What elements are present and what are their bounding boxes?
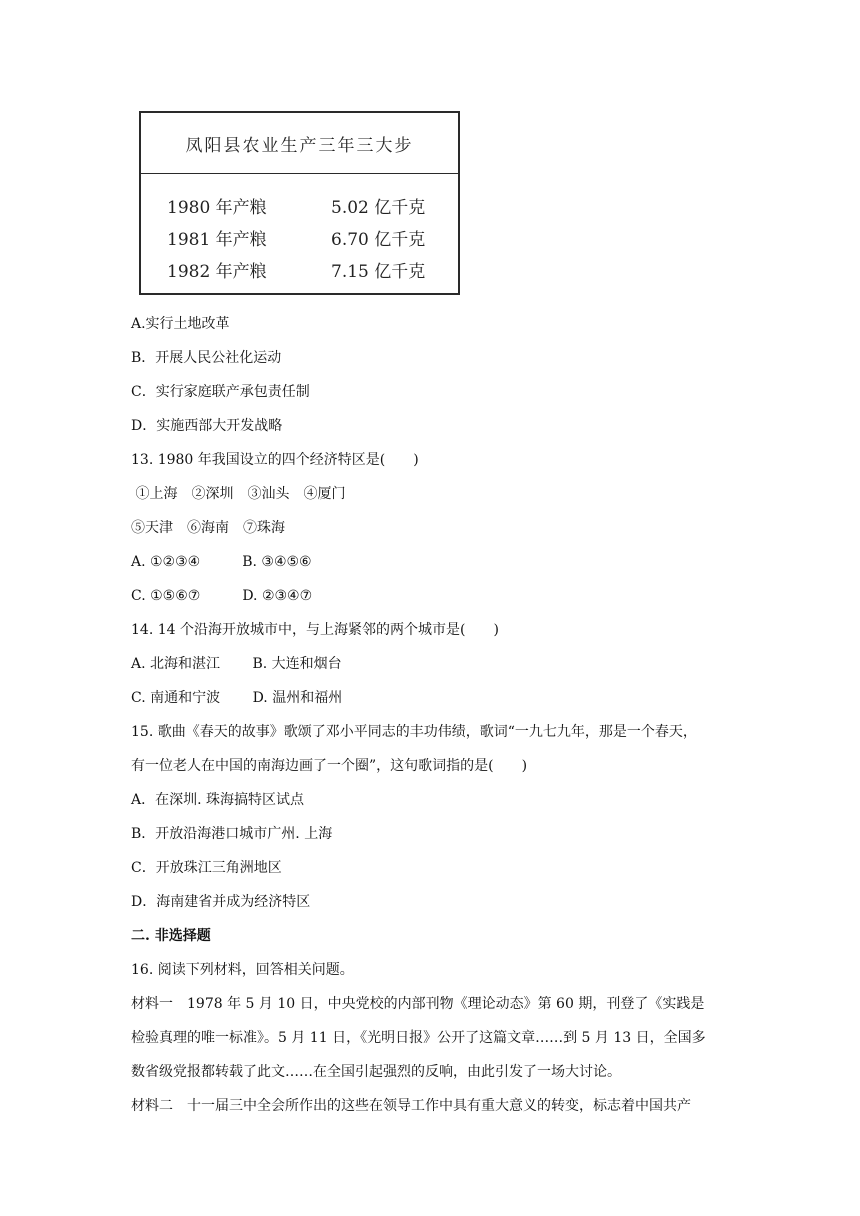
- question-15-option-c: C．开放珠江三角洲地区: [131, 860, 282, 876]
- question-16: 16. 阅读下列材料，回答相关问题。: [131, 962, 354, 978]
- question-15-option-b: B．开放沿海港口城市广州. 上海: [131, 826, 333, 842]
- figure-row-year: 1980 年产粮: [167, 198, 267, 218]
- option-d: D．实施西部大开发战略: [131, 418, 283, 434]
- option-b: B．开展人民公社化运动: [131, 350, 282, 366]
- question-13-options: C. ①⑤⑥⑦ D. ②③④⑦: [131, 588, 313, 604]
- figure-row-value: 7.15 亿千克: [331, 262, 426, 282]
- option-c: C．实行家庭联产承包责任制: [131, 384, 310, 400]
- figure-table: [139, 111, 460, 295]
- figure-divider: [141, 173, 458, 174]
- option-a: A.实行土地改革: [131, 316, 230, 332]
- figure-title: 凤阳县农业生产三年三大步: [185, 136, 414, 156]
- material-2: 材料二 十一届三中全会所作出的这些在领导工作中具有重大意义的转变，标志着中国共产: [131, 1098, 691, 1114]
- figure-row-year: 1981 年产粮: [167, 230, 267, 250]
- material-1: 材料一 1978 年 5 月 10 日，中央党校的内部刊物《理论动态》第 60 期，刊登了《实践是: [131, 996, 705, 1012]
- question-15-option-d: D．海南建省并成为经济特区: [131, 894, 311, 910]
- question-14-options: C. 南通和宁波 D. 温州和福州: [131, 690, 343, 706]
- material-1-continued: 数省级党报都转载了此文……在全国引起强烈的反响，由此引发了一场大讨论。: [131, 1064, 621, 1080]
- question-15: 15. 歌曲《春天的故事》歌颂了邓小平同志的丰功伟绩，歌词“一九七九年，那是一个春天，: [131, 724, 697, 740]
- question-13: 13. 1980 年我国设立的四个经济特区是( ): [131, 452, 419, 468]
- material-1-continued: 检验真理的唯一标准》。5 月 11 日，《光明日报》公开了这篇文章……到 5 月 13 日，全国多: [131, 1030, 706, 1046]
- figure-row-year: 1982 年产粮: [167, 262, 267, 282]
- question-15-option-a: A．在深圳. 珠海搞特区试点: [131, 792, 305, 808]
- question-14: 14. 14 个沿海开放城市中，与上海紧邻的两个城市是( ): [131, 622, 499, 638]
- question-13-items: ①上海 ②深圳 ③汕头 ④厦门: [131, 486, 346, 502]
- section-heading: 二. 非选择题: [131, 928, 211, 944]
- question-14-options: A. 北海和湛江 B. 大连和烟台: [131, 656, 342, 672]
- question-13-options: A. ①②③④ B. ③④⑤⑥: [131, 554, 312, 570]
- figure-row-value: 6.70 亿千克: [331, 230, 426, 250]
- question-13-items: ⑤天津 ⑥海南 ⑦珠海: [131, 520, 285, 536]
- question-15-continued: 有一位老人在中国的南海边画了一个圈”，这句歌词指的是( ): [131, 758, 528, 774]
- figure-row-value: 5.02 亿千克: [331, 198, 426, 218]
